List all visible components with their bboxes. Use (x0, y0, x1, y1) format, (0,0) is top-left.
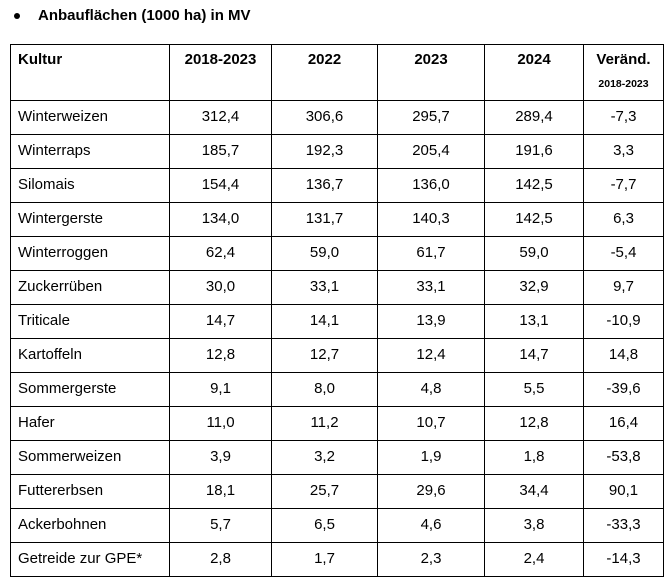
cell-kultur: Triticale (11, 305, 170, 339)
cell-kultur: Ackerbohnen (11, 509, 170, 543)
cell-value: 14,8 (584, 339, 664, 373)
cell-value: 13,1 (485, 305, 584, 339)
cell-value: 6,5 (272, 509, 378, 543)
cell-value: 16,4 (584, 407, 664, 441)
cell-value: 6,3 (584, 203, 664, 237)
cell-value: 312,4 (170, 101, 272, 135)
cell-value: 33,1 (272, 271, 378, 305)
cell-kultur: Sommerweizen (11, 441, 170, 475)
cell-value: 131,7 (272, 203, 378, 237)
cell-value: 10,7 (378, 407, 485, 441)
cell-value: 142,5 (485, 169, 584, 203)
cell-value: 29,6 (378, 475, 485, 509)
column-header-2023: 2023 (378, 45, 485, 101)
table-row (11, 135, 664, 169)
cell-value: 4,8 (378, 373, 485, 407)
cell-value: 2,8 (170, 543, 272, 577)
cell-value: 2,3 (378, 543, 485, 577)
cell-value: 61,7 (378, 237, 485, 271)
bullet-icon (14, 13, 20, 19)
section-title-text: Anbauflächen (1000 ha) in MV (38, 7, 251, 24)
cell-value: 1,9 (378, 441, 485, 475)
cell-value: 59,0 (485, 237, 584, 271)
cell-value: 185,7 (170, 135, 272, 169)
table-header-row (11, 45, 664, 101)
column-header-veraend (584, 45, 664, 101)
table-row (11, 169, 664, 203)
cell-value: -14,3 (584, 543, 664, 577)
cell-kultur: Wintergerste (11, 203, 170, 237)
cell-value: 18,1 (170, 475, 272, 509)
cell-value: 62,4 (170, 237, 272, 271)
cell-value: 13,9 (378, 305, 485, 339)
cell-value: 192,3 (272, 135, 378, 169)
cell-value: 289,4 (485, 101, 584, 135)
cell-value: 33,1 (378, 271, 485, 305)
cell-value: 12,8 (485, 407, 584, 441)
column-header-veraend-label: Veränd. (596, 51, 651, 68)
cell-kultur: Futtererbsen (11, 475, 170, 509)
cell-value: 3,3 (584, 135, 664, 169)
table-row (11, 543, 664, 577)
cell-value: 154,4 (170, 169, 272, 203)
column-header-2018-2023: 2018-2023 (170, 45, 272, 101)
column-header-2024: 2024 (485, 45, 584, 101)
cell-value: 1,8 (485, 441, 584, 475)
cell-value: -7,3 (584, 101, 664, 135)
cell-value: 136,0 (378, 169, 485, 203)
cell-value: 12,4 (378, 339, 485, 373)
table-row (11, 441, 664, 475)
table-row (11, 271, 664, 305)
cell-value: 90,1 (584, 475, 664, 509)
cell-value: 5,5 (485, 373, 584, 407)
cell-kultur: Zuckerrüben (11, 271, 170, 305)
anbauflaechen-table (10, 44, 664, 577)
cell-value: 2,4 (485, 543, 584, 577)
cell-value: 3,2 (272, 441, 378, 475)
cell-value: -5,4 (584, 237, 664, 271)
cell-value: -33,3 (584, 509, 664, 543)
column-header-2022: 2022 (272, 45, 378, 101)
table-row (11, 373, 664, 407)
cell-value: 142,5 (485, 203, 584, 237)
cell-kultur: Sommergerste (11, 373, 170, 407)
cell-value: 32,9 (485, 271, 584, 305)
cell-kultur: Winterroggen (11, 237, 170, 271)
cell-value: -10,9 (584, 305, 664, 339)
cell-value: 12,7 (272, 339, 378, 373)
cell-value: 191,6 (485, 135, 584, 169)
cell-value: 14,7 (485, 339, 584, 373)
cell-value: 136,7 (272, 169, 378, 203)
cell-value: 59,0 (272, 237, 378, 271)
cell-kultur: Winterraps (11, 135, 170, 169)
table-row (11, 203, 664, 237)
cell-value: -53,8 (584, 441, 664, 475)
cell-value: 34,4 (485, 475, 584, 509)
cell-value: 5,7 (170, 509, 272, 543)
cell-value: 4,6 (378, 509, 485, 543)
cell-value: 134,0 (170, 203, 272, 237)
column-header-kultur: Kultur (11, 45, 170, 101)
cell-value: 3,9 (170, 441, 272, 475)
cell-value: 205,4 (378, 135, 485, 169)
table-row (11, 237, 664, 271)
cell-value: 12,8 (170, 339, 272, 373)
cell-value: 25,7 (272, 475, 378, 509)
cell-kultur: Kartoffeln (11, 339, 170, 373)
section-title (14, 7, 251, 25)
table-row (11, 101, 664, 135)
cell-kultur: Getreide zur GPE* (11, 543, 170, 577)
cell-value: 1,7 (272, 543, 378, 577)
cell-value: 11,0 (170, 407, 272, 441)
table-row (11, 407, 664, 441)
cell-value: 140,3 (378, 203, 485, 237)
cell-value: 14,1 (272, 305, 378, 339)
table-row (11, 305, 664, 339)
cell-value: 3,8 (485, 509, 584, 543)
cell-value: 306,6 (272, 101, 378, 135)
cell-value: 14,7 (170, 305, 272, 339)
cell-value: 11,2 (272, 407, 378, 441)
table-row (11, 339, 664, 373)
column-header-veraend-sublabel: 2018-2023 (598, 78, 649, 90)
cell-kultur: Winterweizen (11, 101, 170, 135)
cell-value: -7,7 (584, 169, 664, 203)
table-row (11, 475, 664, 509)
cell-value: 295,7 (378, 101, 485, 135)
cell-kultur: Hafer (11, 407, 170, 441)
cell-value: 9,7 (584, 271, 664, 305)
cell-value: 8,0 (272, 373, 378, 407)
cell-value: -39,6 (584, 373, 664, 407)
table-row (11, 509, 664, 543)
cell-kultur: Silomais (11, 169, 170, 203)
cell-value: 9,1 (170, 373, 272, 407)
cell-value: 30,0 (170, 271, 272, 305)
